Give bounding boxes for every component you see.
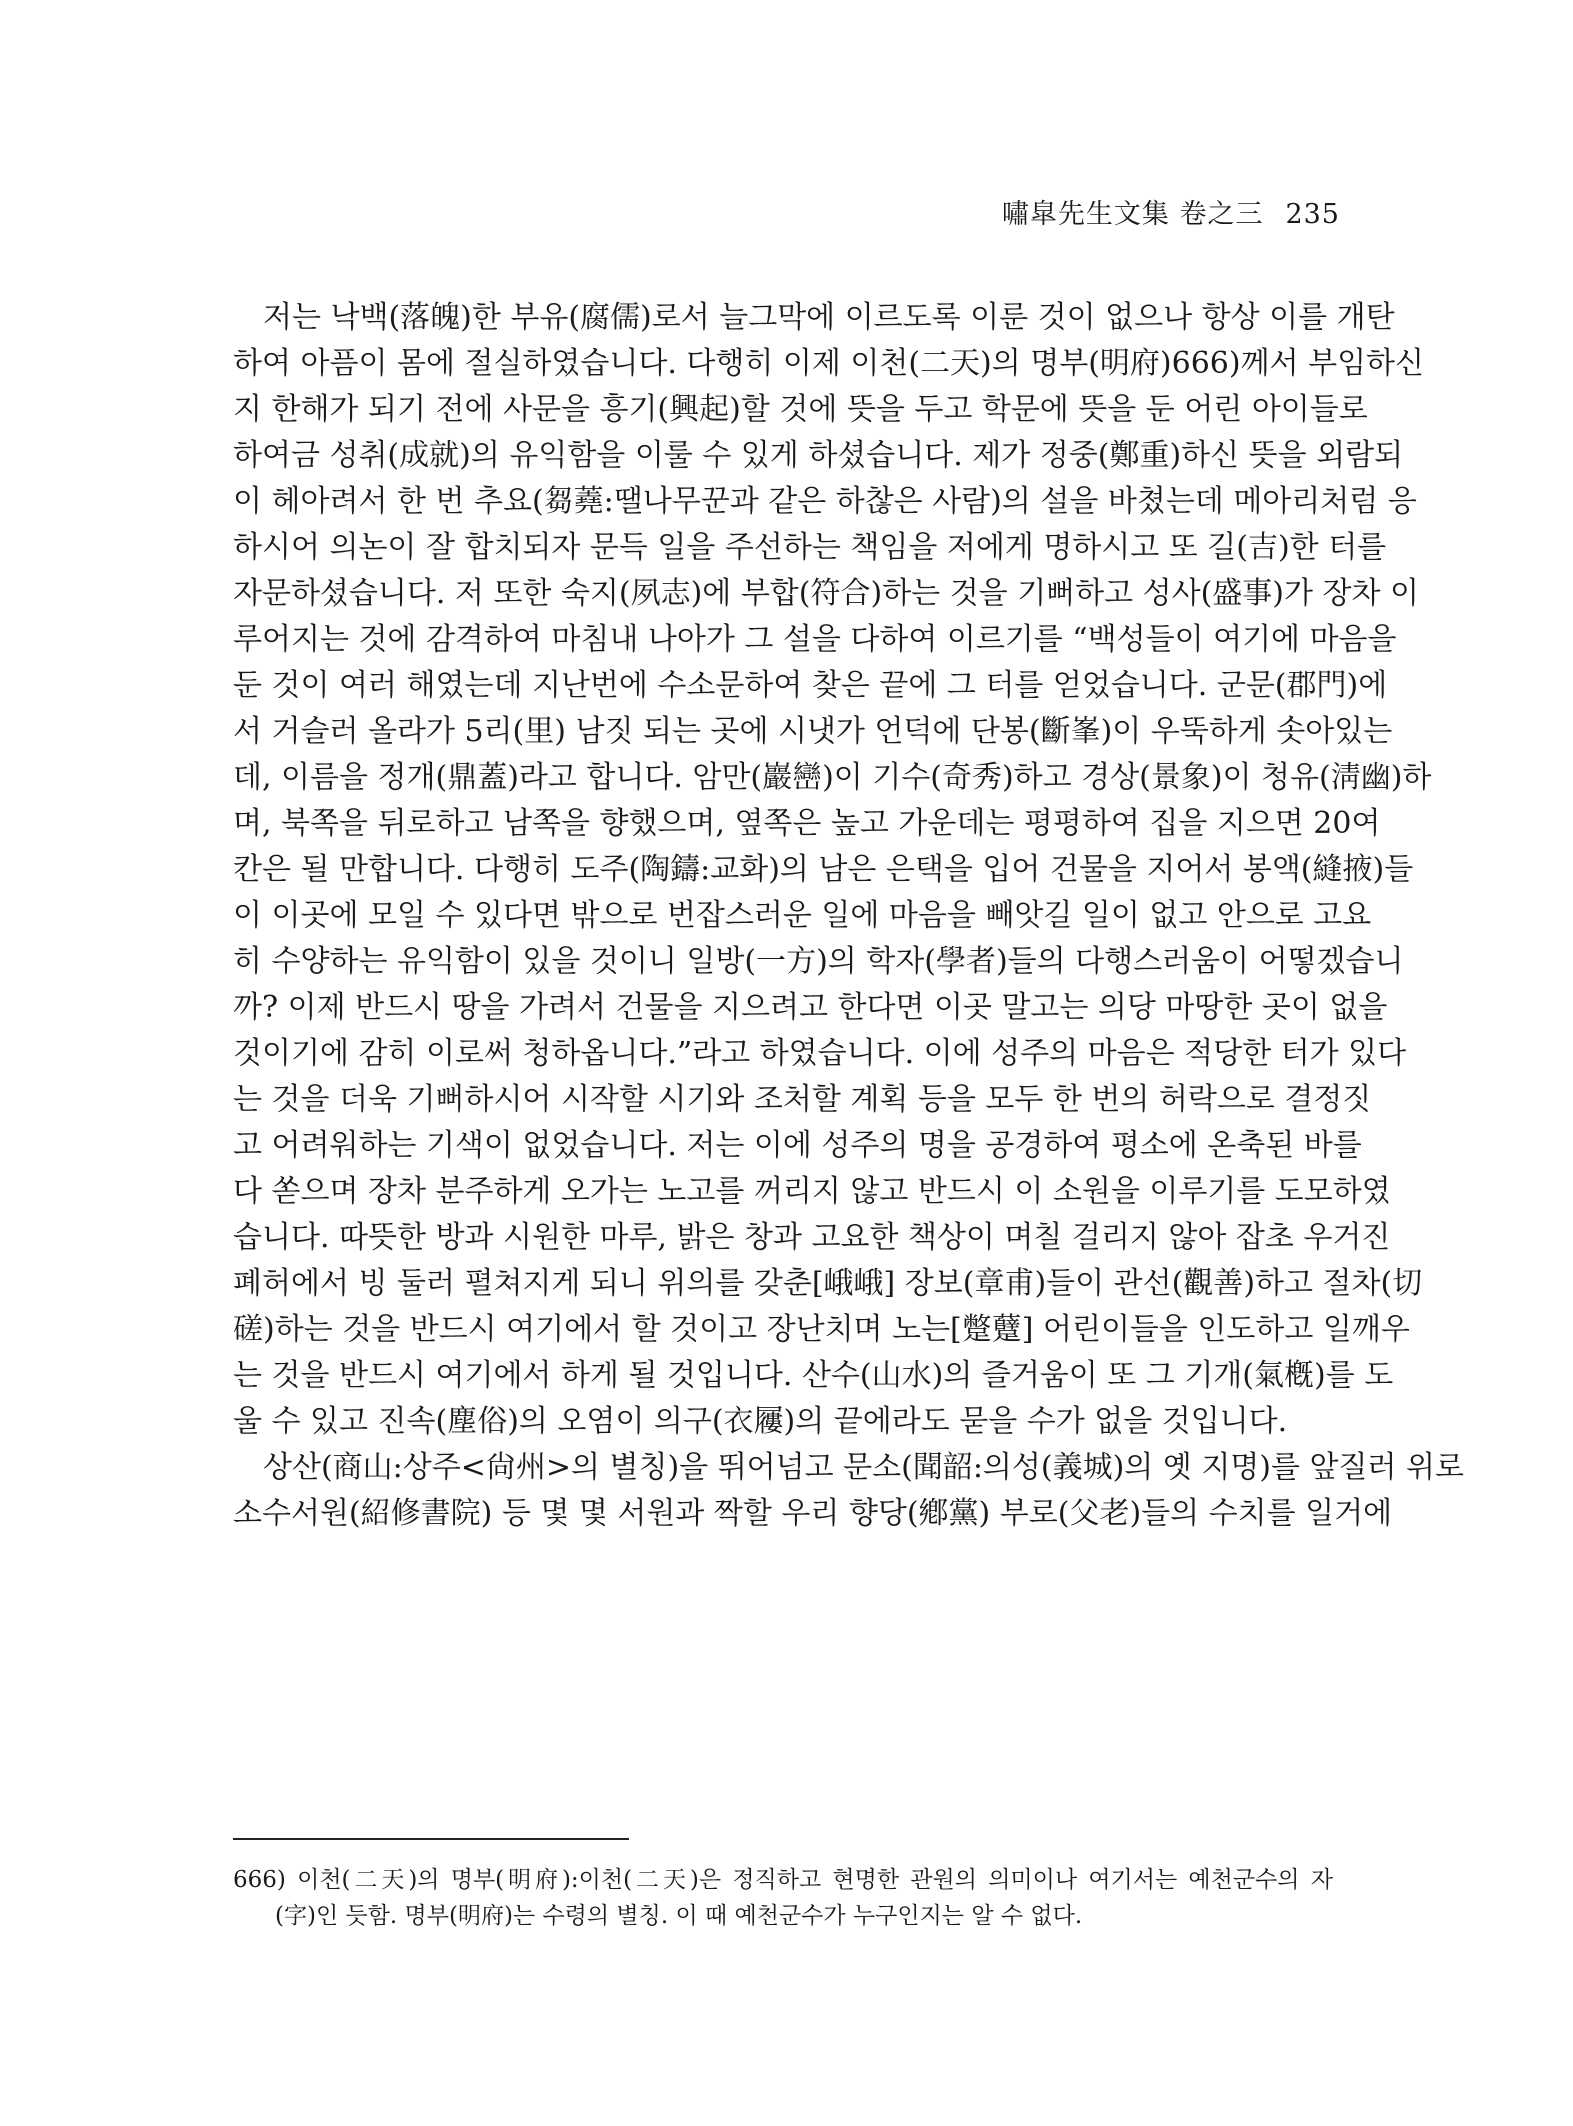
body-line: 서 거슬러 올라가 5리(里) 남짓 되는 곳에 시냇가 언덕에 단봉(斷峯)이 우뚝하게 솟아있는	[233, 714, 1393, 749]
body-line: 고 어려워하는 기색이 없었습니다. 저는 이에 성주의 명을 공경하여 평소에 온축된 바를	[233, 1128, 1362, 1163]
body-line: 하여금 성취(成就)의 유익함을 이룰 수 있게 하셨습니다. 제가 정중(鄭重)하신 뜻을 외람되	[233, 438, 1404, 473]
body-line: 데, 이름을 정개(鼎蓋)라고 합니다. 암만(巖巒)이 기수(奇秀)하고 경상(景象)이 청유(淸幽)하	[233, 760, 1432, 795]
body-line: 루어지는 것에 감격하여 마침내 나아가 그 설을 다하여 이르기를 “백성들이 여기에 마음을	[233, 622, 1397, 657]
page-number: 235	[1285, 199, 1340, 230]
body-line: 상산(商山:상주<尙州>의 별칭)을 뛰어넘고 문소(聞韶:의성(義城)의 옛 지명)를 앞질러 위로	[263, 1450, 1464, 1485]
body-line: 하시어 의논이 잘 합치되자 문득 일을 주선하는 책임을 저에게 명하시고 또 길(吉)한 터를	[233, 530, 1387, 565]
footnote-line: (字)인 듯함. 명부(明府)는 수령의 별칭. 이 때 예천군수가 누구인지는 알 수 없다.	[275, 1903, 1083, 1929]
body-line: 까? 이제 반드시 땅을 가려서 건물을 지으려고 한다면 이곳 말고는 의당 마땅한 곳이 없을	[233, 990, 1388, 1025]
body-line: 이 이곳에 모일 수 있다면 밖으로 번잡스러운 일에 마음을 빼앗길 일이 없고 안으로 고요	[233, 898, 1372, 933]
body-line: 磋)하는 것을 반드시 여기에서 할 것이고 장난치며 노는[蹩躠] 어린이들을 인도하고 일깨우	[233, 1312, 1410, 1347]
body-line: 는 것을 더욱 기뻐하시어 시작할 시기와 조처할 계획 등을 모두 한 번의 허락으로 결정짓	[233, 1082, 1372, 1117]
body-line: 다 쏟으며 장차 분주하게 오가는 노고를 꺼리지 않고 반드시 이 소원을 이루기를 도모하였	[233, 1174, 1391, 1209]
body-line: 습니다. 따뜻한 방과 시원한 마루, 밝은 창과 고요한 책상이 며칠 걸리지 않아 잡초 우거진	[233, 1220, 1391, 1255]
footnotes	[233, 1862, 1333, 1934]
body-line: 며, 북쪽을 뒤로하고 남쪽을 향했으며, 옆쪽은 높고 가운데는 평평하여 집을 지으면 20여	[233, 806, 1381, 841]
body-line: 폐허에서 빙 둘러 펼쳐지게 되니 위의를 갖춘[峨峨] 장보(章甫)들이 관선(觀善)하고 절차(切	[233, 1266, 1423, 1301]
footnote-line: 666) 이천(二天)의 명부(明府):이천(二天)은 정직하고 현명한 관원의 의미이나 여기서는 예천군수의 자	[233, 1867, 1333, 1893]
body-line: 둔 것이 여러 해였는데 지난번에 수소문하여 찾은 끝에 그 터를 얻었습니다. 군문(郡門)에	[233, 668, 1388, 703]
body-line: 울 수 있고 진속(塵俗)의 오염이 의구(衣屨)의 끝에라도 묻을 수가 없을 것입니다.	[233, 1404, 1288, 1439]
footnote-divider	[233, 1838, 629, 1840]
body-line: 히 수양하는 유익함이 있을 것이니 일방(一方)의 학자(學者)들의 다행스러움이 어떻겠습니	[233, 944, 1404, 979]
running-header	[1002, 192, 1340, 231]
body-line: 는 것을 반드시 여기에서 하게 될 것입니다. 산수(山水)의 즐거움이 또 그 기개(氣槪)를 도	[233, 1358, 1394, 1393]
body-line: 이 헤아려서 한 번 추요(芻蕘:땔나무꾼과 같은 하찮은 사람)의 설을 바쳤는데 메아리처럼 응	[233, 484, 1417, 519]
book-title: 嘯皐先生文集 卷之三	[1001, 199, 1264, 230]
body-line: 하여 아픔이 몸에 절실하였습니다. 다행히 이제 이천(二天)의 명부(明府)666)께서 부임하신	[233, 346, 1425, 381]
body-line: 칸은 될 만합니다. 다행히 도주(陶鑄:교화)의 남은 은택을 입어 건물을 지어서 봉액(縫掖)들	[233, 852, 1414, 887]
body-text	[233, 295, 1464, 1537]
body-line: 것이기에 감히 이로써 청하옵니다.”라고 하였습니다. 이에 성주의 마음은 적당한 터가 있다	[233, 1036, 1407, 1071]
body-line: 저는 낙백(落魄)한 부유(腐儒)로서 늘그막에 이르도록 이룬 것이 없으나 항상 이를 개탄	[263, 300, 1395, 335]
body-line: 소수서원(紹修書院) 등 몇 몇 서원과 짝할 우리 향당(鄕黨) 부로(父老)들의 수치를 일거에	[233, 1496, 1393, 1531]
body-line: 자문하셨습니다. 저 또한 숙지(夙志)에 부합(符合)하는 것을 기뻐하고 성사(盛事)가 장차 이	[233, 576, 1420, 611]
body-line: 지 한해가 되기 전에 사문을 흥기(興起)할 것에 뜻을 두고 학문에 뜻을 둔 어린 아이들로	[233, 392, 1368, 427]
